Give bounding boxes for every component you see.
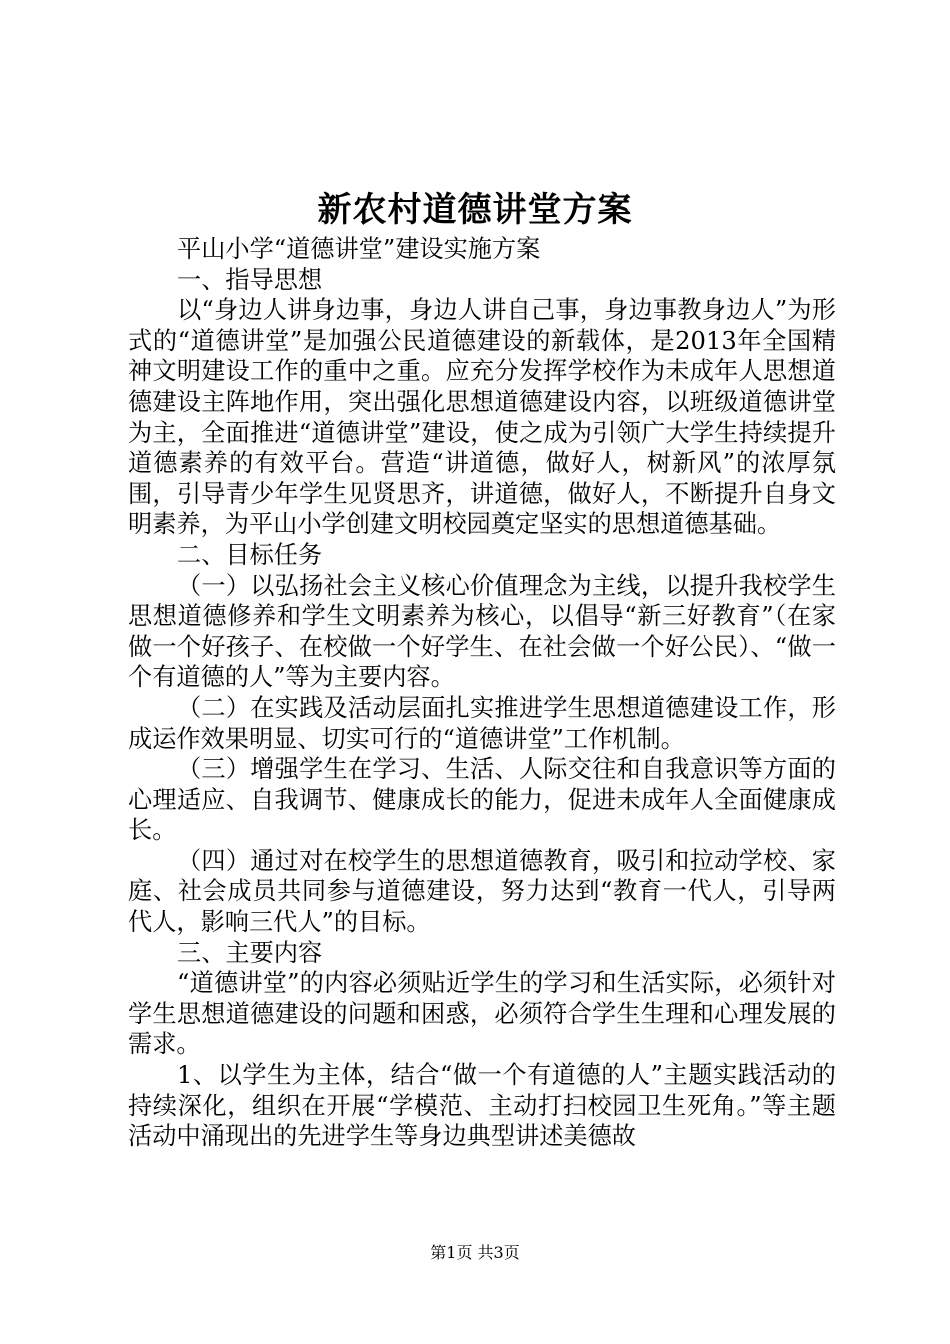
document-body [128,234,836,1152]
paragraph: “道德讲堂”的内容必须贴近学生的学习和生活实际，必须针对学生思想道德建设的问题和困惑，必须符合学生生理和心理发展的需求。 [128,969,836,1059]
page-footer: 第1页 共3页 [430,1243,520,1262]
paragraph: 1、以学生为主体，结合“做一个有道德的人”主题实践活动的持续深化，组织在开展“学模范、主动打扫校园卫生死角。”等主题活动中涌现出的先进学生等身边典型讲述美德故 [128,1061,836,1151]
section-heading-3: 三、主要内容 [177,938,323,967]
paragraph: （三）增强学生在学习、生活、人际交往和自我意识等方面的心理适应、自我调节、健康成长的能力，促进未成年人全面健康成长。 [128,755,836,845]
paragraph: （一）以弘扬社会主义核心价值理念为主线，以提升我校学生思想道德修养和学生文明素养为核心，以倡导“新三好教育”（在家做一个好孩子、在校做一个好学生、在社会做一个好公民）、“做一个有道德的人”等为主要内容。 [128,571,836,692]
paragraph: （四）通过对在校学生的思想道德教育，吸引和拉动学校、家庭、社会成员共同参与道德建设，努力达到“教育一代人，引导两代人，影响三代人”的目标。 [128,846,836,937]
paragraph-subtitle: 平山小学“道德讲堂”建设实施方案 [177,235,541,263]
section-heading-2: 二、目标任务 [177,540,323,569]
section-heading-1: 一、指导思想 [177,265,323,294]
paragraph: 以“身边人讲身边事，身边人讲自己事，身边事教身边人”为形式的“道德讲堂”是加强公民道德建设的新载体，是2013年全国精神文明建设工作的重中之重。应充分发挥学校作为未成年人思想道德建设主阵地作用，突出强化思想道德建设内容，以班级道德讲堂为主，全面推进“道德讲堂”建设，使之成为引领广大学生持续提升道德素养的有效平台。营造“讲道德，做好人，树新风”的浓厚氛围，引导青少年学生见贤思齐，讲道德，做好人，不断提升自身文明素养，为平山小学创建文明校园奠定坚实的思想道德基础。 [128,296,836,539]
paragraph: （二）在实践及活动层面扎实推进学生思想道德建设工作，形成运作效果明显、切实可行的“道德讲堂”工作机制。 [128,693,836,753]
document-title: 新农村道德讲堂方案 [317,190,633,230]
